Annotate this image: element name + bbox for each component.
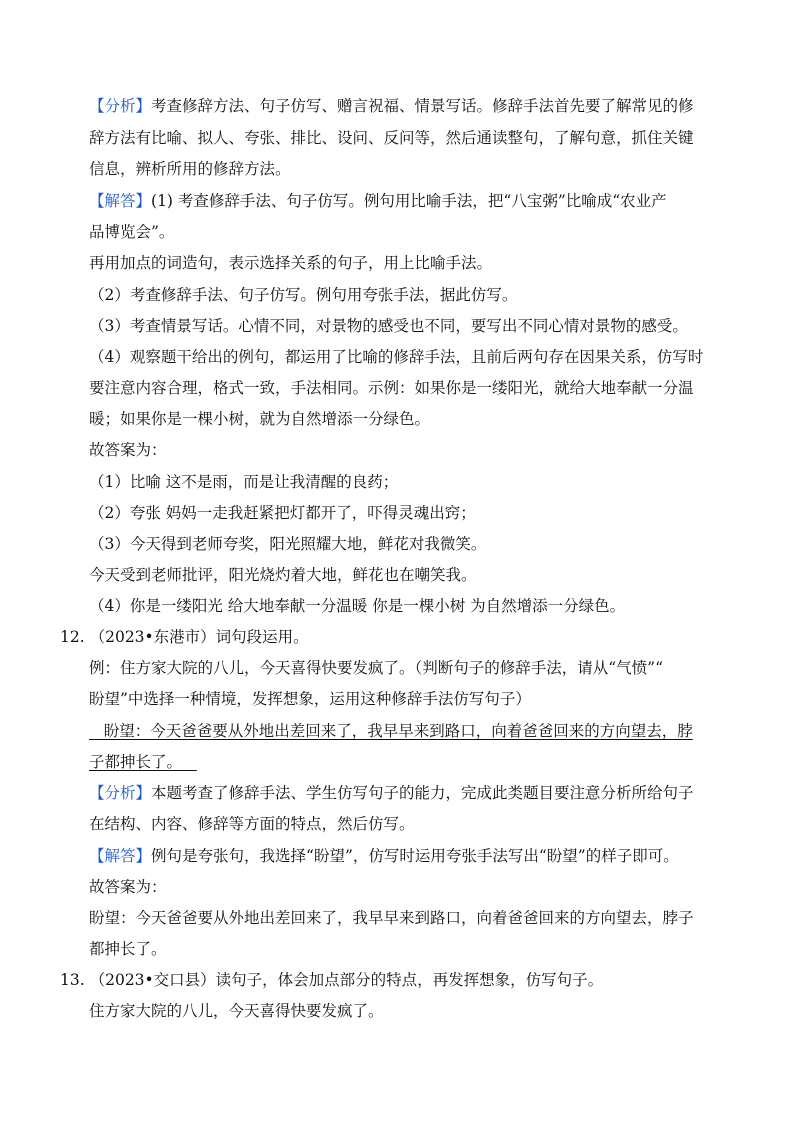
answer-line: （1）比喻 这不是雨，而是让我清醒的良药； <box>89 473 399 491</box>
answer-line: （3）今天得到老师夸奖，阳光照耀大地，鲜花对我微笑。 <box>89 535 487 553</box>
solution-line <box>89 191 667 211</box>
answer-heading: 故答案为： <box>89 878 167 896</box>
answer-line: 都抻长了。 <box>89 940 167 958</box>
student-answer-line: 盼望：今天爸爸要从外地出差回来了，我早早来到路口，向着爸爸回来的方向望去，脖 <box>89 722 693 740</box>
analysis-line: 在结构、内容、修辞等方面的特点，然后仿写。 <box>89 815 415 833</box>
analysis-text: 考查修辞方法、句子仿写、赠言祝福、情景写话。修辞手法首先要了解常见的修 <box>151 97 694 115</box>
solution-line: 要注意内容合理，格式一致，手法相同。示例：如果你是一缕阳光，就给大地奉献一分温 <box>89 379 694 397</box>
student-answer-line: 子都抻长了。 <box>89 753 197 771</box>
question-source: （2023•交口县）读句子，体会加点部分的特点，再发挥想象，仿写句子。 <box>89 971 604 989</box>
solution-line: （3）考查情景写话。心情不同，对景物的感受也不同，要写出不同心情对景物的感受。 <box>89 317 688 335</box>
analysis-text: 本题考查了修辞手法、学生仿写句子的能力，完成此类题目要注意分析所给句子 <box>151 784 694 802</box>
answer-heading: 故答案为： <box>89 441 167 459</box>
analysis-line <box>89 96 694 116</box>
solution-line: 暖；如果你是一棵小树，就为自然增添一分绿色。 <box>89 410 431 428</box>
analysis-line <box>89 783 694 803</box>
analysis-tag: 【分析】 <box>89 784 152 802</box>
answer-line: 盼望：今天爸爸要从外地出差回来了，我早早来到路口，向着爸爸回来的方向望去，脖子 <box>89 909 694 927</box>
solution-line: 品博览会”。 <box>89 223 175 241</box>
question-prompt-line: 盼望”中选择一种情境，发挥想象，运用这种修辞手法仿写句子） <box>89 690 531 708</box>
solution-tag: 【解答】 <box>89 192 152 210</box>
analysis-tag: 【分析】 <box>89 97 152 115</box>
solution-text: (1) 考查修辞手法、句子仿写。例句用比喻手法，把“八宝粥”比喻成“农业产 <box>151 192 667 210</box>
question-number: 12. <box>60 628 85 646</box>
question-number: 13. <box>60 971 85 989</box>
question-prompt-line: 住方家大院的八儿，今天喜得快要发疯了。 <box>89 1002 384 1020</box>
solution-line: 再用加点的词造句，表示选择关系的句子，用上比喻手法。 <box>89 254 493 272</box>
solution-line: （2）考查修辞手法、句子仿写。例句用夸张手法，据此仿写。 <box>89 286 518 304</box>
solution-line <box>89 846 679 866</box>
solution-tag: 【解答】 <box>89 847 152 865</box>
analysis-line: 辞方法有比喻、拟人、夸张、排比、设问、反问等，然后通读整句，了解句意，抓住关键 <box>89 129 694 147</box>
question-13-header <box>60 970 603 990</box>
question-source: （2023•东港市）词句段运用。 <box>89 628 309 646</box>
answer-line: （4）你是一缕阳光 给大地奉献一分温暖 你是一棵小树 为自然增添一分绿色。 <box>89 597 626 615</box>
analysis-line: 信息，辨析所用的修辞方法。 <box>89 160 291 178</box>
solution-line: （4）观察题干给出的例句，都运用了比喻的修辞手法，且前后两句存在因果关系，仿写时 <box>89 348 704 366</box>
answer-line: （2）夸张 妈妈一走我赶紧把灯都开了，吓得灵魂出窍； <box>89 504 476 522</box>
solution-text: 例句是夸张句，我选择“盼望”，仿写时运用夸张手法写出“盼望”的样子即可。 <box>151 847 679 865</box>
question-prompt-line: 例：住方家大院的八儿，今天喜得快要发疯了。（判断句子的修辞手法，请从“气愤”“ <box>89 659 664 677</box>
question-12-header <box>60 627 309 647</box>
answer-line: 今天受到老师批评，阳光烧灼着大地，鲜花也在嘲笑我。 <box>89 566 477 584</box>
